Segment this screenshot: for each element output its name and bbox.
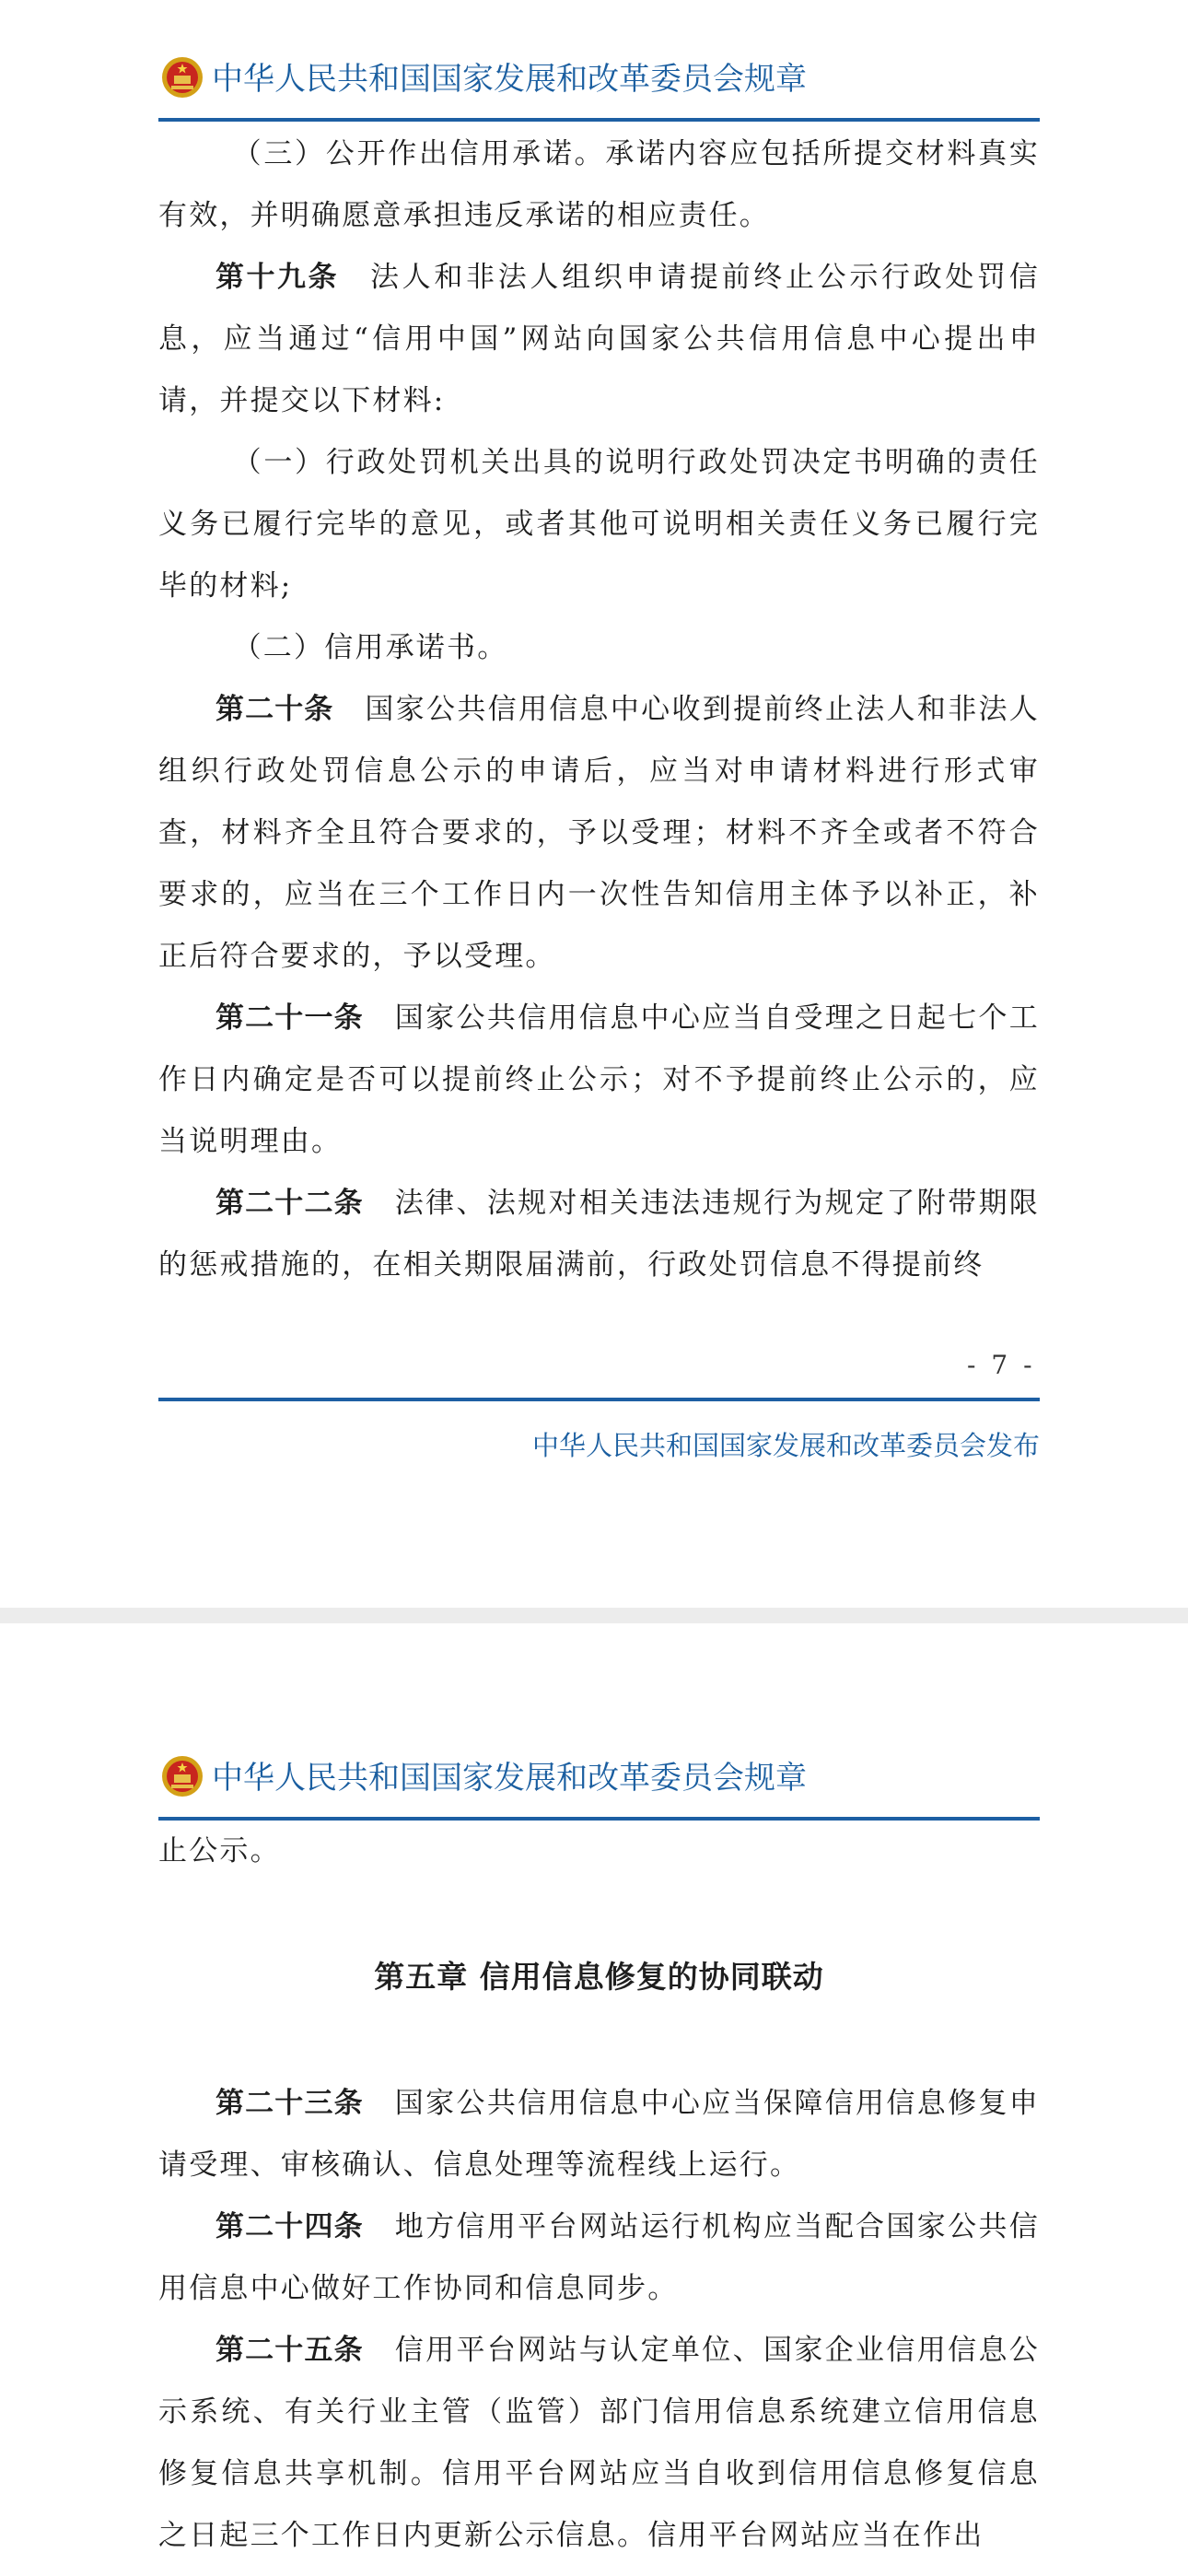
document-page-8 [0, 1623, 1188, 2576]
article-number: 第十九条 [215, 261, 339, 294]
footer-publisher: 中华人民共和国国家发展和改革委员会发布 [531, 1430, 1040, 1461]
national-emblem-icon [160, 55, 204, 100]
clause-item-3: （三）公开作出信用承诺。承诺内容应包括所提交材料真实有效，并明确愿意承担违反承诺的相应责任。 [158, 137, 1040, 232]
header-title: 中华人民共和国国家发展和改革委员会规章 [212, 61, 807, 98]
page7-body [158, 123, 1040, 1296]
clause-item-1: （一）行政处罚机关出具的说明行政处罚决定书明确的责任义务已履行完毕的意见，或者其他可说明相关责任义务已履行完毕的材料; [158, 446, 1040, 603]
article-24: 第二十四条 地方信用平台网站运行机构应当配合国家公共信用信息中心做好工作协同和信息同步。 [158, 2210, 1041, 2305]
article-20: 第二十条 国家公共信用信息中心收到提前终止法人和非法人组织行政处罚信息公示的申请后，应当对申请材料进行形式审查，材料齐全且符合要求的，予以受理；材料不齐全或者不符合要求的，应当在三个工作日内一次性告知信用主体予以补正，补正后符合要求的，予以受理。 [158, 693, 1040, 973]
article-25: 第二十五条 信用平台网站与认定单位、国家企业信用信息公示系统、有关行业主管（监管）部门信用信息系统建立信用信息修复信息共享机制。信用平台网站应当自收到信用信息修复信息之日起三个工作日内更新公示信息。信用平台网站应当在作出 [158, 2334, 1041, 2552]
page-number: - 7 - [967, 1350, 1036, 1380]
header-title: 中华人民共和国国家发展和改革委员会规章 [212, 1760, 807, 1797]
national-emblem-icon [160, 1754, 204, 1798]
article-number: 第二十三条 [215, 2087, 364, 2120]
header-rule [158, 118, 1040, 122]
continuation-text: 止公示。 [158, 1834, 281, 1868]
article-number: 第二十四条 [215, 2210, 364, 2243]
article-21: 第二十一条 国家公共信用信息中心应当自受理之日起七个工作日内确定是否可以提前终止公示；对不予提前终止公示的，应当说明理由。 [158, 1001, 1041, 1158]
chapter-title: 第五章 信用信息修复的协同联动 [374, 1959, 824, 1995]
article-number: 第二十条 [215, 693, 334, 726]
page8-body [158, 2073, 1040, 2567]
article-19: 第十九条 法人和非法人组织申请提前终止公示行政处罚信息，应当通过“信用中国”网站向国家公共信用信息中心提出申请，并提交以下材料: [158, 261, 1040, 417]
clause-item-2: （二）信用承诺书。 [232, 631, 508, 664]
article-22: 第二十二条 法律、法规对相关违法违规行为规定了附带期限的惩戒措施的，在相关期限届满前，行政处罚信息不得提前终 [158, 1187, 1041, 1282]
article-23: 第二十三条 国家公共信用信息中心应当保障信用信息修复申请受理、审核确认、信息处理等流程线上运行。 [158, 2087, 1041, 2182]
article-number: 第二十一条 [215, 1001, 364, 1035]
footer-rule [158, 1398, 1040, 1401]
article-number: 第二十二条 [215, 1187, 364, 1220]
article-number: 第二十五条 [215, 2334, 364, 2367]
